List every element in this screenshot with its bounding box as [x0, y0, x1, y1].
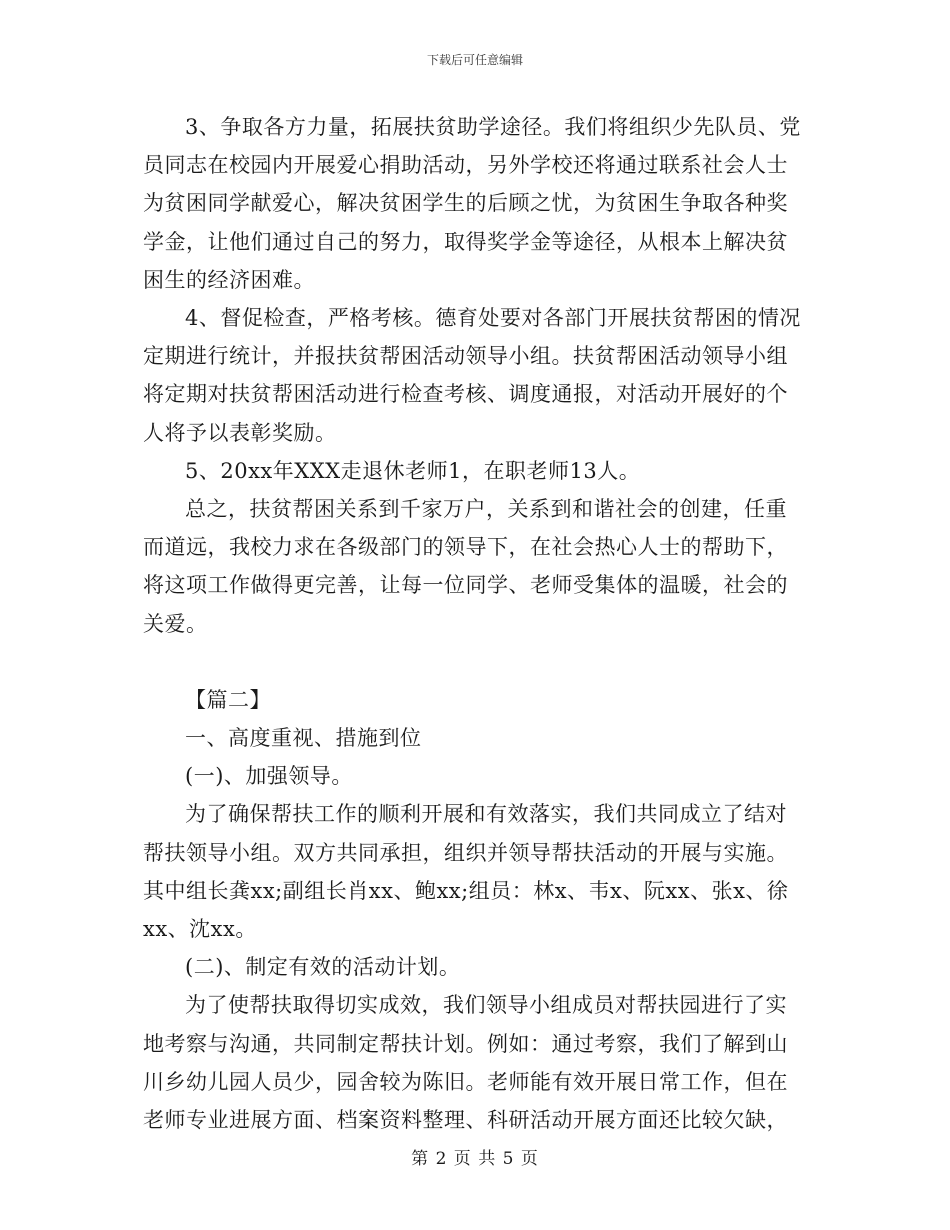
paragraph-teachers-visited: 5、20xx年XXX走退休老师1，在职老师13人。	[185, 458, 641, 483]
paragraph-inspection: 4、督促检查，严格考核。德育处要对各部门开展扶贫帮困的情况定期进行统计，并报扶贫帮困活动领导小组。扶贫帮困活动领导小组将定期对扶贫帮困活动进行检查考核、调度通报，对活动开展好的个人将予以表彰奖励。	[143, 306, 801, 445]
document-body	[143, 108, 808, 1139]
paragraph-conclusion: 总之，扶贫帮困关系到千家万户，关系到和谐社会的创建，任重而道远，我校力求在各级部门的领导下，在社会热心人士的帮助下，将这项工作做得更完善，让每一位同学、老师受集体的温暖，社会的关爱。	[143, 497, 788, 636]
subheading-activity-plan: (二)、制定有效的活动计划。	[185, 955, 461, 980]
paragraph-activity-plan: 为了使帮扶取得切实成效，我们领导小组成员对帮扶园进行了实地考察与沟通，共同制定帮扶计划。例如：通过考察，我们了解到山川乡幼儿园人员少，园舍较为陈旧。老师能有效开展日常工作，但在老师专业进展方面、档案资料整理、科研活动开展方面还比较欠缺，	[143, 993, 788, 1133]
page-header: 下载后可任意编辑	[426, 53, 523, 67]
section-heading-1: 一、高度重视、措施到位	[185, 726, 422, 751]
paragraph-fundraising: 3、争取各方力量，拓展扶贫助学途径。我们将组织少先队员、党员同志在校园内开展爱心捐助活动，另外学校还将通过联系社会人士为贫困同学献爱心，解决贫困学生的后顾之忧，为贫困生争取各种奖学金，让他们通过自己的努力，取得奖学金等途径，从根本上解决贫困生的经济困难。	[143, 115, 801, 292]
section-title: 【篇二】	[185, 687, 271, 712]
subheading-leadership: (一)、加强领导。	[185, 764, 353, 789]
paragraph-leadership-group: 为了确保帮扶工作的顺利开展和有效落实，我们共同成立了结对帮扶领导小组。双方共同承担，组织并领导帮扶活动的开展与实施。其中组长龚xx;副组长肖xx、鲍xx;组员：林x、韦x、阮xx、张x、徐xx、沈xx。	[143, 802, 789, 942]
page-number-footer: 第 2 页 共 5 页	[411, 1149, 539, 1169]
